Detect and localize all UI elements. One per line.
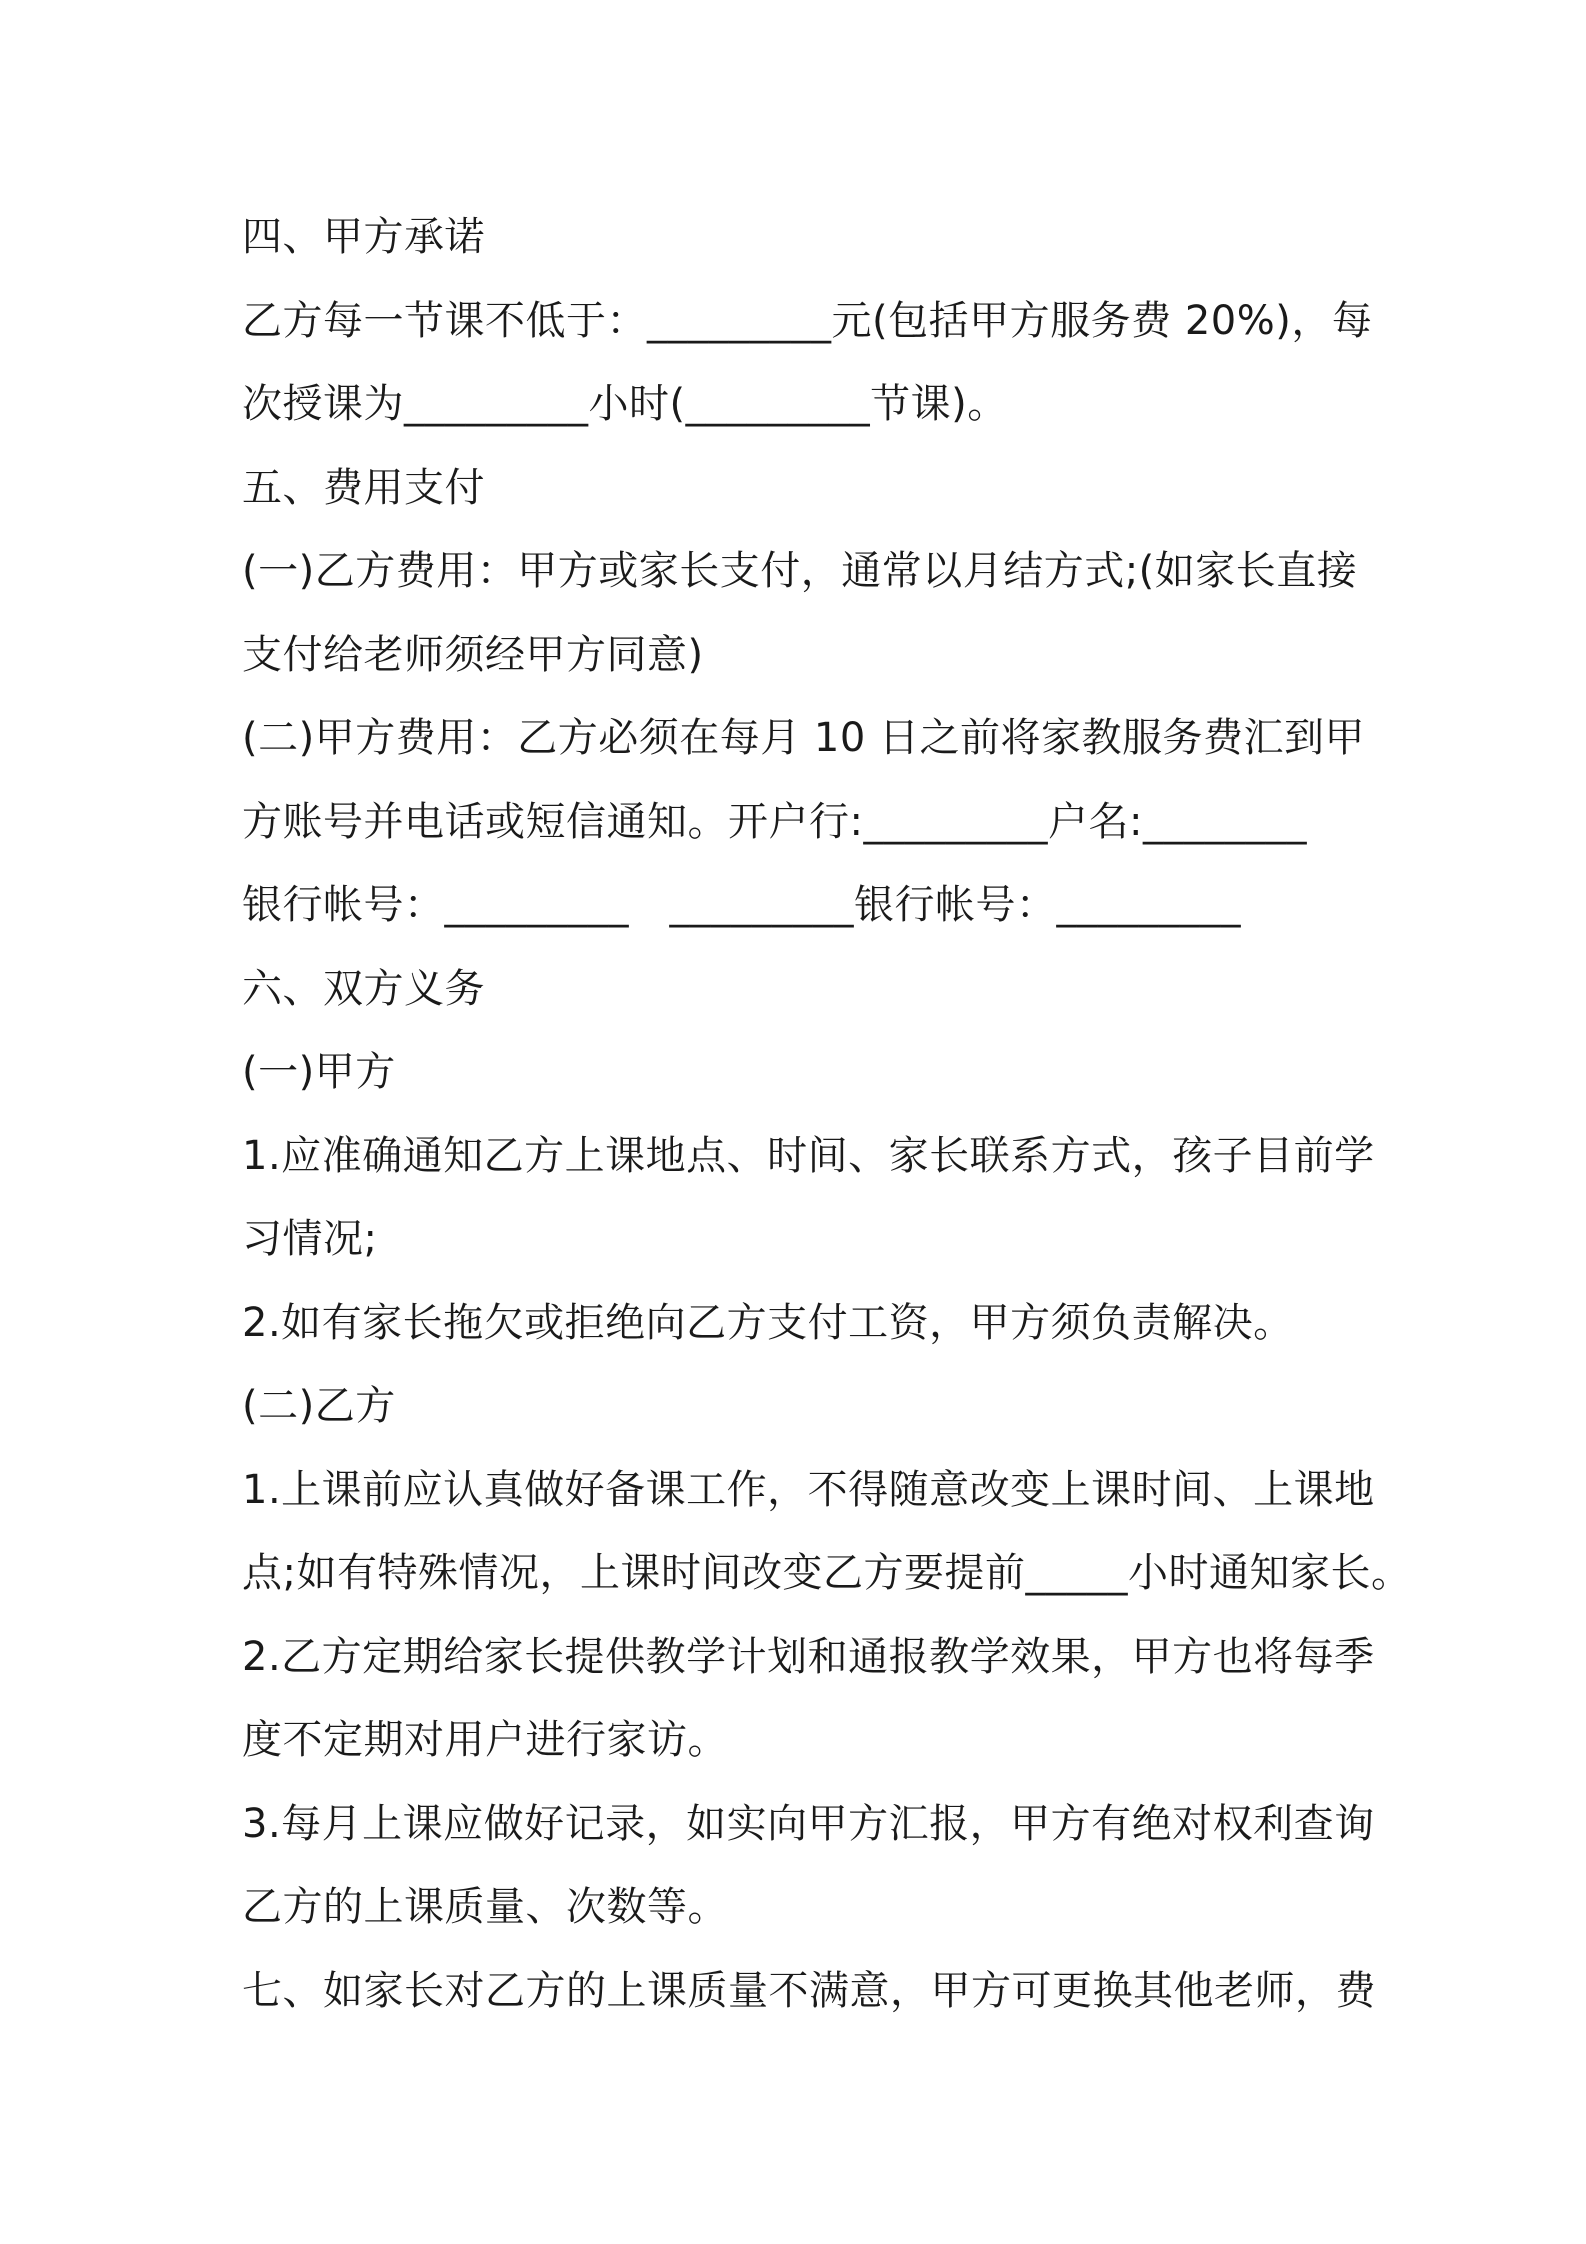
paragraph-line: 习情况; bbox=[242, 1216, 378, 1262]
paragraph-line: 乙方每一节课不低于：_________元(包括甲方服务费 20%)，每 bbox=[242, 297, 1373, 344]
paragraph-line: 1.上课前应认真做好备课工作，不得随意改变上课时间、上课地 bbox=[242, 1466, 1375, 1513]
section-heading-5: 五、费用支付 bbox=[242, 464, 485, 511]
subsection-heading: (二)乙方 bbox=[242, 1383, 396, 1429]
paragraph-line: (二)甲方费用：乙方必须在每月 10 日之前将家教服务费汇到甲 bbox=[242, 715, 1366, 761]
paragraph-line: 方账号并电话或短信通知。开户行:_________户名:________ bbox=[242, 798, 1307, 845]
paragraph-line: 度不定期对用户进行家访。 bbox=[242, 1717, 728, 1763]
subsection-heading: (一)甲方 bbox=[242, 1049, 396, 1095]
paragraph-line: 银行帐号：_________ _________银行帐号：_________ bbox=[242, 882, 1241, 928]
section-heading-6: 六、双方义务 bbox=[242, 965, 485, 1012]
paragraph-line: (一)乙方费用：甲方或家长支付，通常以月结方式;(如家长直接 bbox=[242, 548, 1358, 594]
document-body bbox=[242, 196, 1412, 2033]
section-heading-7: 七、如家长对乙方的上课质量不满意，甲方可更换其他老师，费 bbox=[242, 1967, 1376, 2014]
paragraph-line: 1.应准确通知乙方上课地点、时间、家长联系方式，孩子目前学 bbox=[242, 1132, 1375, 1179]
section-heading-4: 四、甲方承诺 bbox=[242, 214, 485, 260]
paragraph-line: 点;如有特殊情况，上课时间改变乙方要提前_____小时通知家长。 bbox=[242, 1550, 1412, 1596]
paragraph-line: 次授课为_________小时(_________节课)。 bbox=[242, 381, 1008, 427]
paragraph-line: 2.乙方定期给家长提供教学计划和通报教学效果，甲方也将每季 bbox=[242, 1633, 1375, 1680]
paragraph-line: 2.如有家长拖欠或拒绝向乙方支付工资，甲方须负责解决。 bbox=[242, 1299, 1294, 1346]
paragraph-line: 乙方的上课质量、次数等。 bbox=[242, 1884, 728, 1930]
paragraph-line: 支付给老师须经甲方同意) bbox=[242, 631, 704, 678]
paragraph-line: 3.每月上课应做好记录，如实向甲方汇报，甲方有绝对权利查询 bbox=[242, 1800, 1375, 1847]
